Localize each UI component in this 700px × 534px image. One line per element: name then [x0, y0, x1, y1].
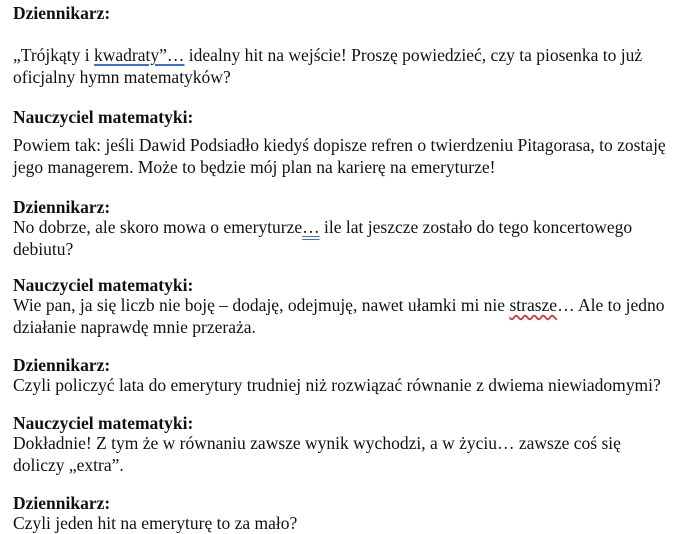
speaker-label: Nauczyciel matematyki:	[13, 413, 194, 433]
dialogue-text[interactable]	[13, 294, 664, 338]
speaker-label: Nauczyciel matematyki:	[13, 107, 194, 127]
dialogue-block	[13, 492, 110, 514]
speaker-label: Dziennikarz:	[13, 197, 111, 217]
dialogue-block	[13, 274, 193, 296]
grammar-suggestion[interactable]: kwadraty”…	[94, 45, 185, 65]
dialogue-text[interactable]	[13, 432, 621, 476]
dialogue-block	[13, 2, 110, 24]
speaker-label: Dziennikarz:	[13, 493, 111, 513]
text-line: No dobrze, ale skoro mowa o emeryturze… ile lat jeszcze zostało do tego koncertowego	[13, 217, 633, 237]
dialogue-block	[13, 354, 110, 376]
grammar-suggestion[interactable]: …	[302, 217, 320, 237]
dialogue-text[interactable]	[13, 216, 632, 260]
text-line: Czyli policzyć lata do emerytury trudniej niż rozwiązać równanie z dwiema niewiadomymi?	[13, 375, 661, 395]
speaker-label: Nauczyciel matematyki:	[13, 275, 194, 295]
text-line: debiutu?	[13, 239, 74, 259]
dialogue-text[interactable]	[13, 512, 297, 534]
text-line: Powiem tak: jeśli Dawid Podsiadło kiedyś dopisze refren o twierdzeniu Pitagorasa, to zostaję	[13, 135, 666, 155]
text-line: Wie pan, ja się liczb nie boję – dodaję, odejmuję, nawet ułamki mi nie strasze… Ale to jedno	[13, 295, 665, 315]
dialogue-block	[13, 106, 193, 128]
dialogue-text[interactable]	[13, 44, 642, 88]
dialogue-text[interactable]	[13, 134, 666, 178]
text-line: Czyli jeden hit na emeryturę to za mało?	[13, 513, 298, 533]
text-line: „Trójkąty i kwadraty”… idealny hit na wejście! Proszę powiedzieć, czy ta piosenka to już	[13, 45, 643, 65]
text-line: Dokładnie! Z tym że w równaniu zawsze wynik wychodzi, a w życiu… zawsze coś się	[13, 433, 621, 453]
spelling-error[interactable]: strasze	[509, 295, 558, 315]
speaker-label: Dziennikarz:	[13, 355, 111, 375]
dialogue-text[interactable]	[13, 374, 661, 396]
text-line: doliczy „extra”.	[13, 455, 124, 475]
text-line: jego managerem. Może to będzie mój plan na karierę na emeryturze!	[13, 157, 496, 177]
text-line: oficjalny hymn matematyków?	[13, 67, 231, 87]
dialogue-block	[13, 412, 193, 434]
dialogue-block	[13, 196, 110, 218]
text-line: działanie naprawdę mnie przeraża.	[13, 317, 256, 337]
speaker-label: Dziennikarz:	[13, 3, 111, 23]
